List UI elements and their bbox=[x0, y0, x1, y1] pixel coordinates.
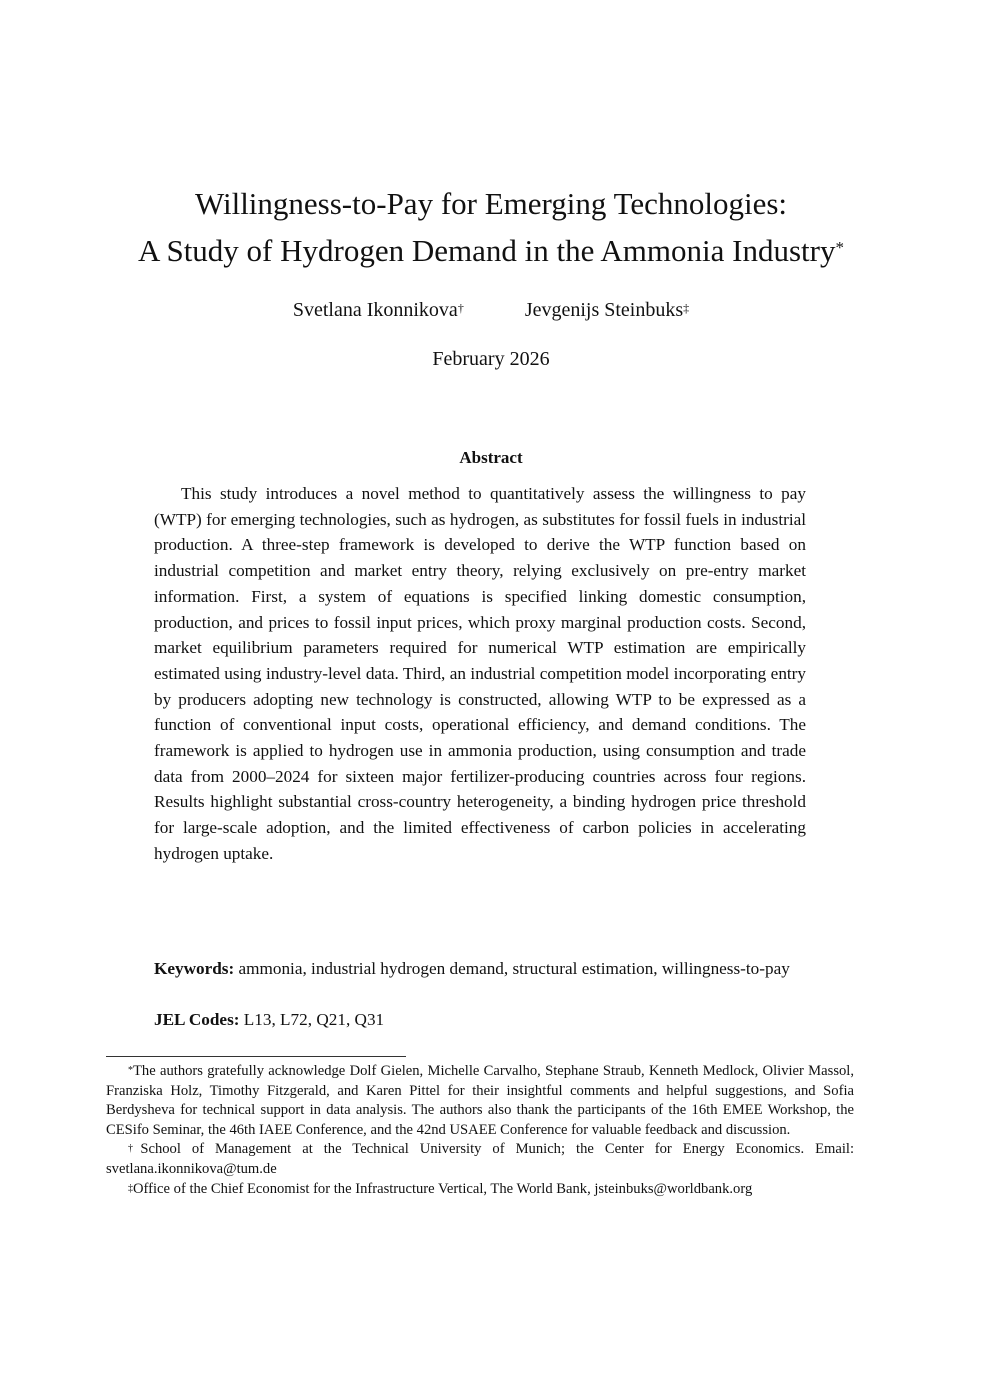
title-footnote-mark[interactable]: * bbox=[835, 238, 844, 257]
title-line-2 bbox=[0, 227, 982, 274]
footnote-text: The authors gratefully acknowledge Dolf Gielen, Michelle Carvalho, Stephane Straub, Kenneth Medlock, Olivier Massol, Franziska Holz, Timothy Fitzgerald, and Karen Pittel for their insightful comments and helpful suggestions, and Sofia Berdysheva for technical support in data analysis. The authors also thank the participants of the 16th EMEE Workshop, the CESifo Seminar, the 46th IAEE Conference, and the 42nd USAEE Conference for valuable feedback and discussion. bbox=[106, 1063, 854, 1138]
footnote-divider bbox=[106, 1056, 406, 1057]
footnote-mark: * bbox=[128, 1065, 133, 1076]
jel-codes bbox=[154, 1007, 818, 1033]
keywords-text: ammonia, industrial hydrogen demand, structural estimation, willingness-to-pay bbox=[238, 959, 790, 978]
author-footnote-mark[interactable]: ‡ bbox=[683, 301, 690, 315]
title-line-1: Willingness-to-Pay for Emerging Technologies: bbox=[194, 186, 788, 221]
author-name: Jevgenijs Steinbuks bbox=[524, 299, 684, 321]
footnote-text: Office of the Chief Economist for the Infrastructure Vertical, The World Bank, jsteinbuks@worldbank.org bbox=[133, 1180, 753, 1197]
paper-title bbox=[0, 180, 982, 274]
footnote-mark: ‡ bbox=[128, 1182, 133, 1194]
footnotes bbox=[106, 1062, 854, 1199]
author-name: Svetlana Ikonnikova bbox=[292, 299, 458, 321]
publication-date: February 2026 bbox=[432, 348, 550, 370]
footnote-mark: † bbox=[128, 1143, 141, 1155]
author bbox=[525, 296, 689, 324]
keywords-label: Keywords: bbox=[154, 959, 235, 978]
keywords bbox=[154, 956, 818, 982]
footnote-text: School of Management at the Technical University of Munich; the Center for Energy Economics. Email: svetlana.ikonnikova@tum.de bbox=[106, 1141, 855, 1177]
footnote bbox=[106, 1062, 854, 1140]
author-footnote-mark[interactable]: † bbox=[457, 301, 464, 315]
abstract-text: This study introduces a novel method to quantitatively assess the willingness to pay (WTP) for emerging technologies, such as hydrogen, as substitutes for fossil fuels in industrial production. A three-step framework is developed to derive the WTP function based on industrial competition and market entry theory, relying exclusively on pre-entry market information. First, a system of equations is specified linking domestic consumption, production, and prices to fossil input prices, which proxy marginal production costs. Second, market equilibrium parameters required for numerical WTP estimation are empirically estimated using industry-level data. Third, an industrial competition model incorporating entry by producers adopting new technology is constructed, allowing WTP to be expressed as a function of conventional input costs, operational efficiency, and demand conditions. The framework is applied to hydrogen use in ammonia production, using consumption and trade data from 2000–2024 for sixteen major fertilizer-producing countries across four regions. Results highlight substantial cross-country heterogeneity, a binding hydrogen price threshold for large-scale adoption, and the limited effectiveness of carbon policies in accelerating hydrogen uptake. bbox=[154, 484, 806, 863]
author-list bbox=[0, 296, 982, 324]
jel-label: JEL Codes: bbox=[154, 1010, 240, 1029]
footnote bbox=[106, 1140, 854, 1179]
footnote bbox=[106, 1180, 854, 1200]
abstract-heading: Abstract bbox=[459, 448, 523, 467]
jel-text: L13, L72, Q21, Q31 bbox=[243, 1010, 385, 1029]
title-line-2-text: A Study of Hydrogen Demand in the Ammonia Industry bbox=[138, 233, 836, 268]
author bbox=[293, 296, 464, 324]
